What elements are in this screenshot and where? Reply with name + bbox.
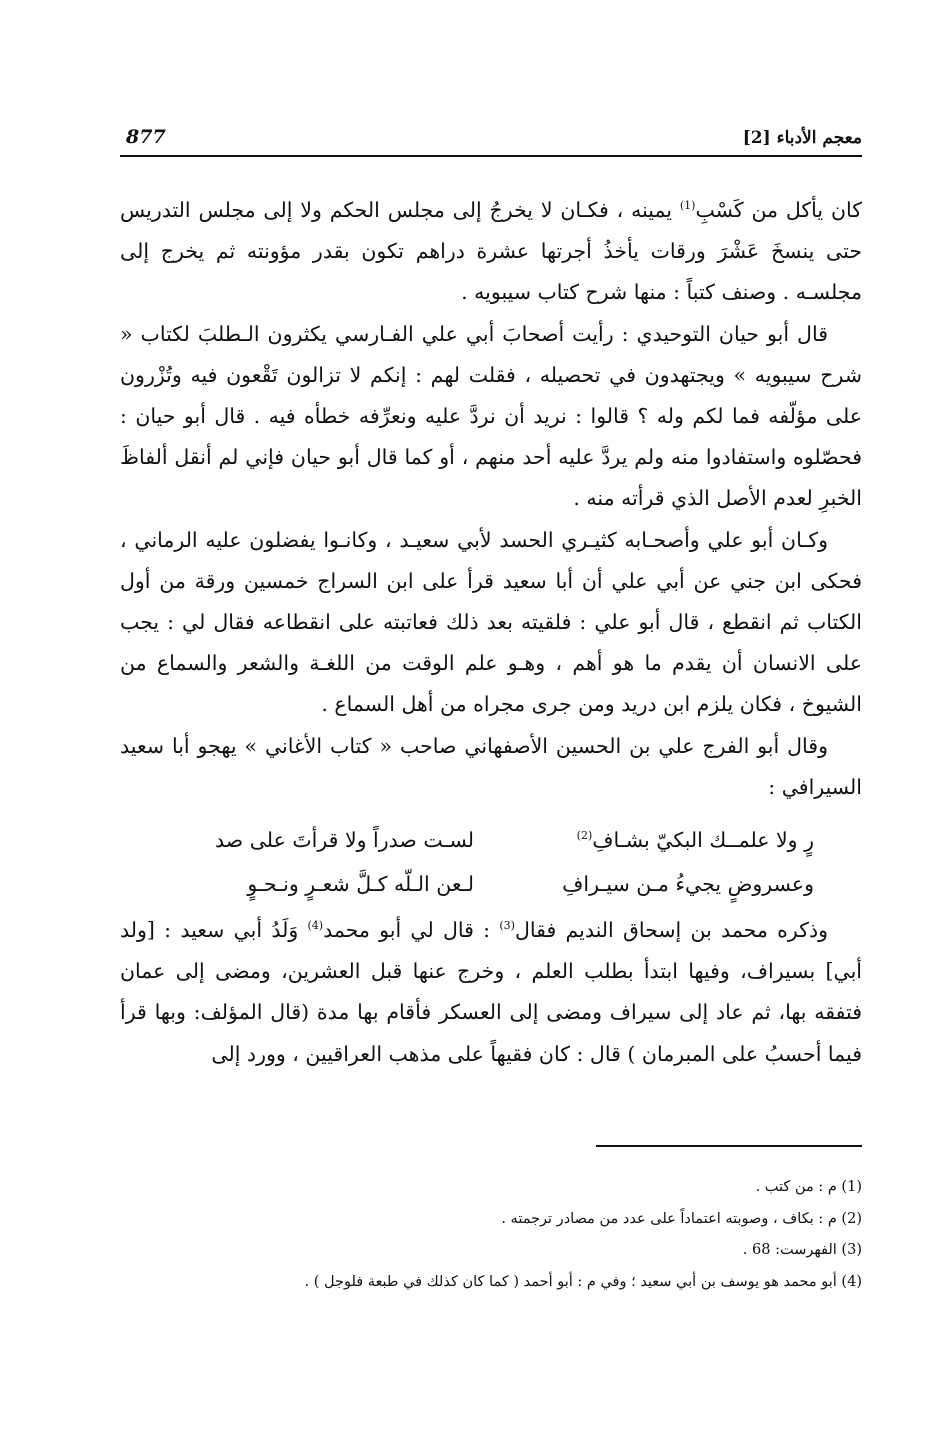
footnote-ref-2: (2) (576, 829, 593, 843)
footnote-ref-3: (3) (499, 919, 515, 933)
poem (120, 814, 862, 902)
footnote-3: (3) الفهرست: 68 . (742, 1242, 862, 1258)
page-number: 877 (126, 126, 166, 148)
paragraph-3: وكـان أبو علي وأصحـابه كثيـري الحسد لأبي سعيـد ، وكانـوا يفضلون عليه الرماني ، فحكى ابن جني عن أبي علي أن أبا سعيد قرأ على ابن السراج خمسين ورقة من أول الكتاب ثم انقطع ، قال أبو علي : فلقيته بعد ذلك فعاتبته على انقطاعه فقال لي : يجب على الانسان أن يقدم ما هو أهم ، وهـو علم الوقت من اللغـة والشعر والسماع من الشيوخ ، فكان يلزم ابن دريد ومن جرى مجراه من أهل السماع . (120, 527, 862, 717)
verse-2-first-hemistich: لـعن الـلّه كـلَّ شعـرٍ ونـحـوٍ (247, 872, 474, 897)
header-rule (120, 155, 862, 157)
footnote-separator (596, 1145, 862, 1147)
paragraph-5: وذكره محمد بن إسحاق النديم فقال$^{(3)}$ : قال لي أبو محمد$^{(4)}$ وَلَدُ أبي سعيد : [ولد أبي] بسيراف، وفيها ابتدأ بطلب العلم ، وخرج عنها قبل العشرين، ومضى إلى عمان فتفقه بها، ثم عاد إلى سيراف ومضى إلى العسكر فأقام بها مدة (قال المؤلف: وبها قرأ فيما أحسبُ على المبرمان ) قال : كان فقيهاً على مذهب العراقيين ، وورد إلى (120, 918, 862, 1066)
paragraph-1: كان يأكل من كَسْبِ$^{(1)}$ يمينه ، فكـان لا يخرجُ إلى مجلس الحكم ولا إلى مجلس التدريس حتى ينسخَ عَشْرَ ورقات يأخذُ أجرتها عشرة دراهم تكون بقدر مؤونته ثم يخرج إلى مجلسـه . وصنف كتباً : منها شرح كتاب سيبويه . (120, 198, 862, 305)
verse-line-1 (120, 814, 862, 858)
verse-2-second-hemistich: وعسروضٍ يجيءُ مـن سيـرافِ (562, 872, 814, 897)
footnotes (120, 1172, 862, 1298)
footnote-1: (1) م : من كتب . (755, 1179, 862, 1195)
footnote-4: (4) أبو محمد هو يوسف بن أبي سعيد ؛ وفي م : أبو أحمد ( كما كان كذلك في طبعة فلوجل ) . (304, 1273, 862, 1290)
footnote-ref-1: (1) (679, 199, 696, 213)
verse-1-second-hemistich: رٍ ولا علمــك البكيّ بشـافِ$^{(2)}$ (576, 828, 814, 853)
footnote-ref-4: (4) (307, 919, 324, 933)
page-header (120, 118, 862, 154)
footnote-2: (2) م : بكاف ، وصوبته اعتماداً على عدد من مصادر ترجمته . (501, 1210, 862, 1227)
running-title: معجم الأدباء [2] (742, 128, 862, 148)
paragraph-2: قال أبو حيان التوحيدي : رأيت أصحابَ أبي علي الفـارسي يكثرون الـطلبَ لكتاب « شرح سيبويه » ويجتهدون في تحصيله ، فقلت لهم : إنكم لا تزالون تَقْعون فيه وتُزْرون على مؤلّفه فما لكم وله ؟ قالوا : نريد أن نردَّ عليه ونعرِّفه خطأه فيه . قال أبو حيان : فحصّلوه واستفادوا منه ولم يردَّ عليه أحد منهم ، أو كما قال أبو حيان فإني لم أنقل ألفاظَ الخبرِ لعدم الأصل الذي قرأته منه . (120, 321, 862, 511)
verse-line-2 (120, 858, 862, 902)
body-text (120, 190, 862, 1075)
verse-1-first-hemistich: لسـت صدراً ولا قرأتَ على صد (215, 828, 474, 853)
paragraph-4: وقال أبو الفرج علي بن الحسين الأصفهاني صاحب « كتاب الأغاني » يهجو أبا سعيد السيرافي : (120, 733, 862, 799)
